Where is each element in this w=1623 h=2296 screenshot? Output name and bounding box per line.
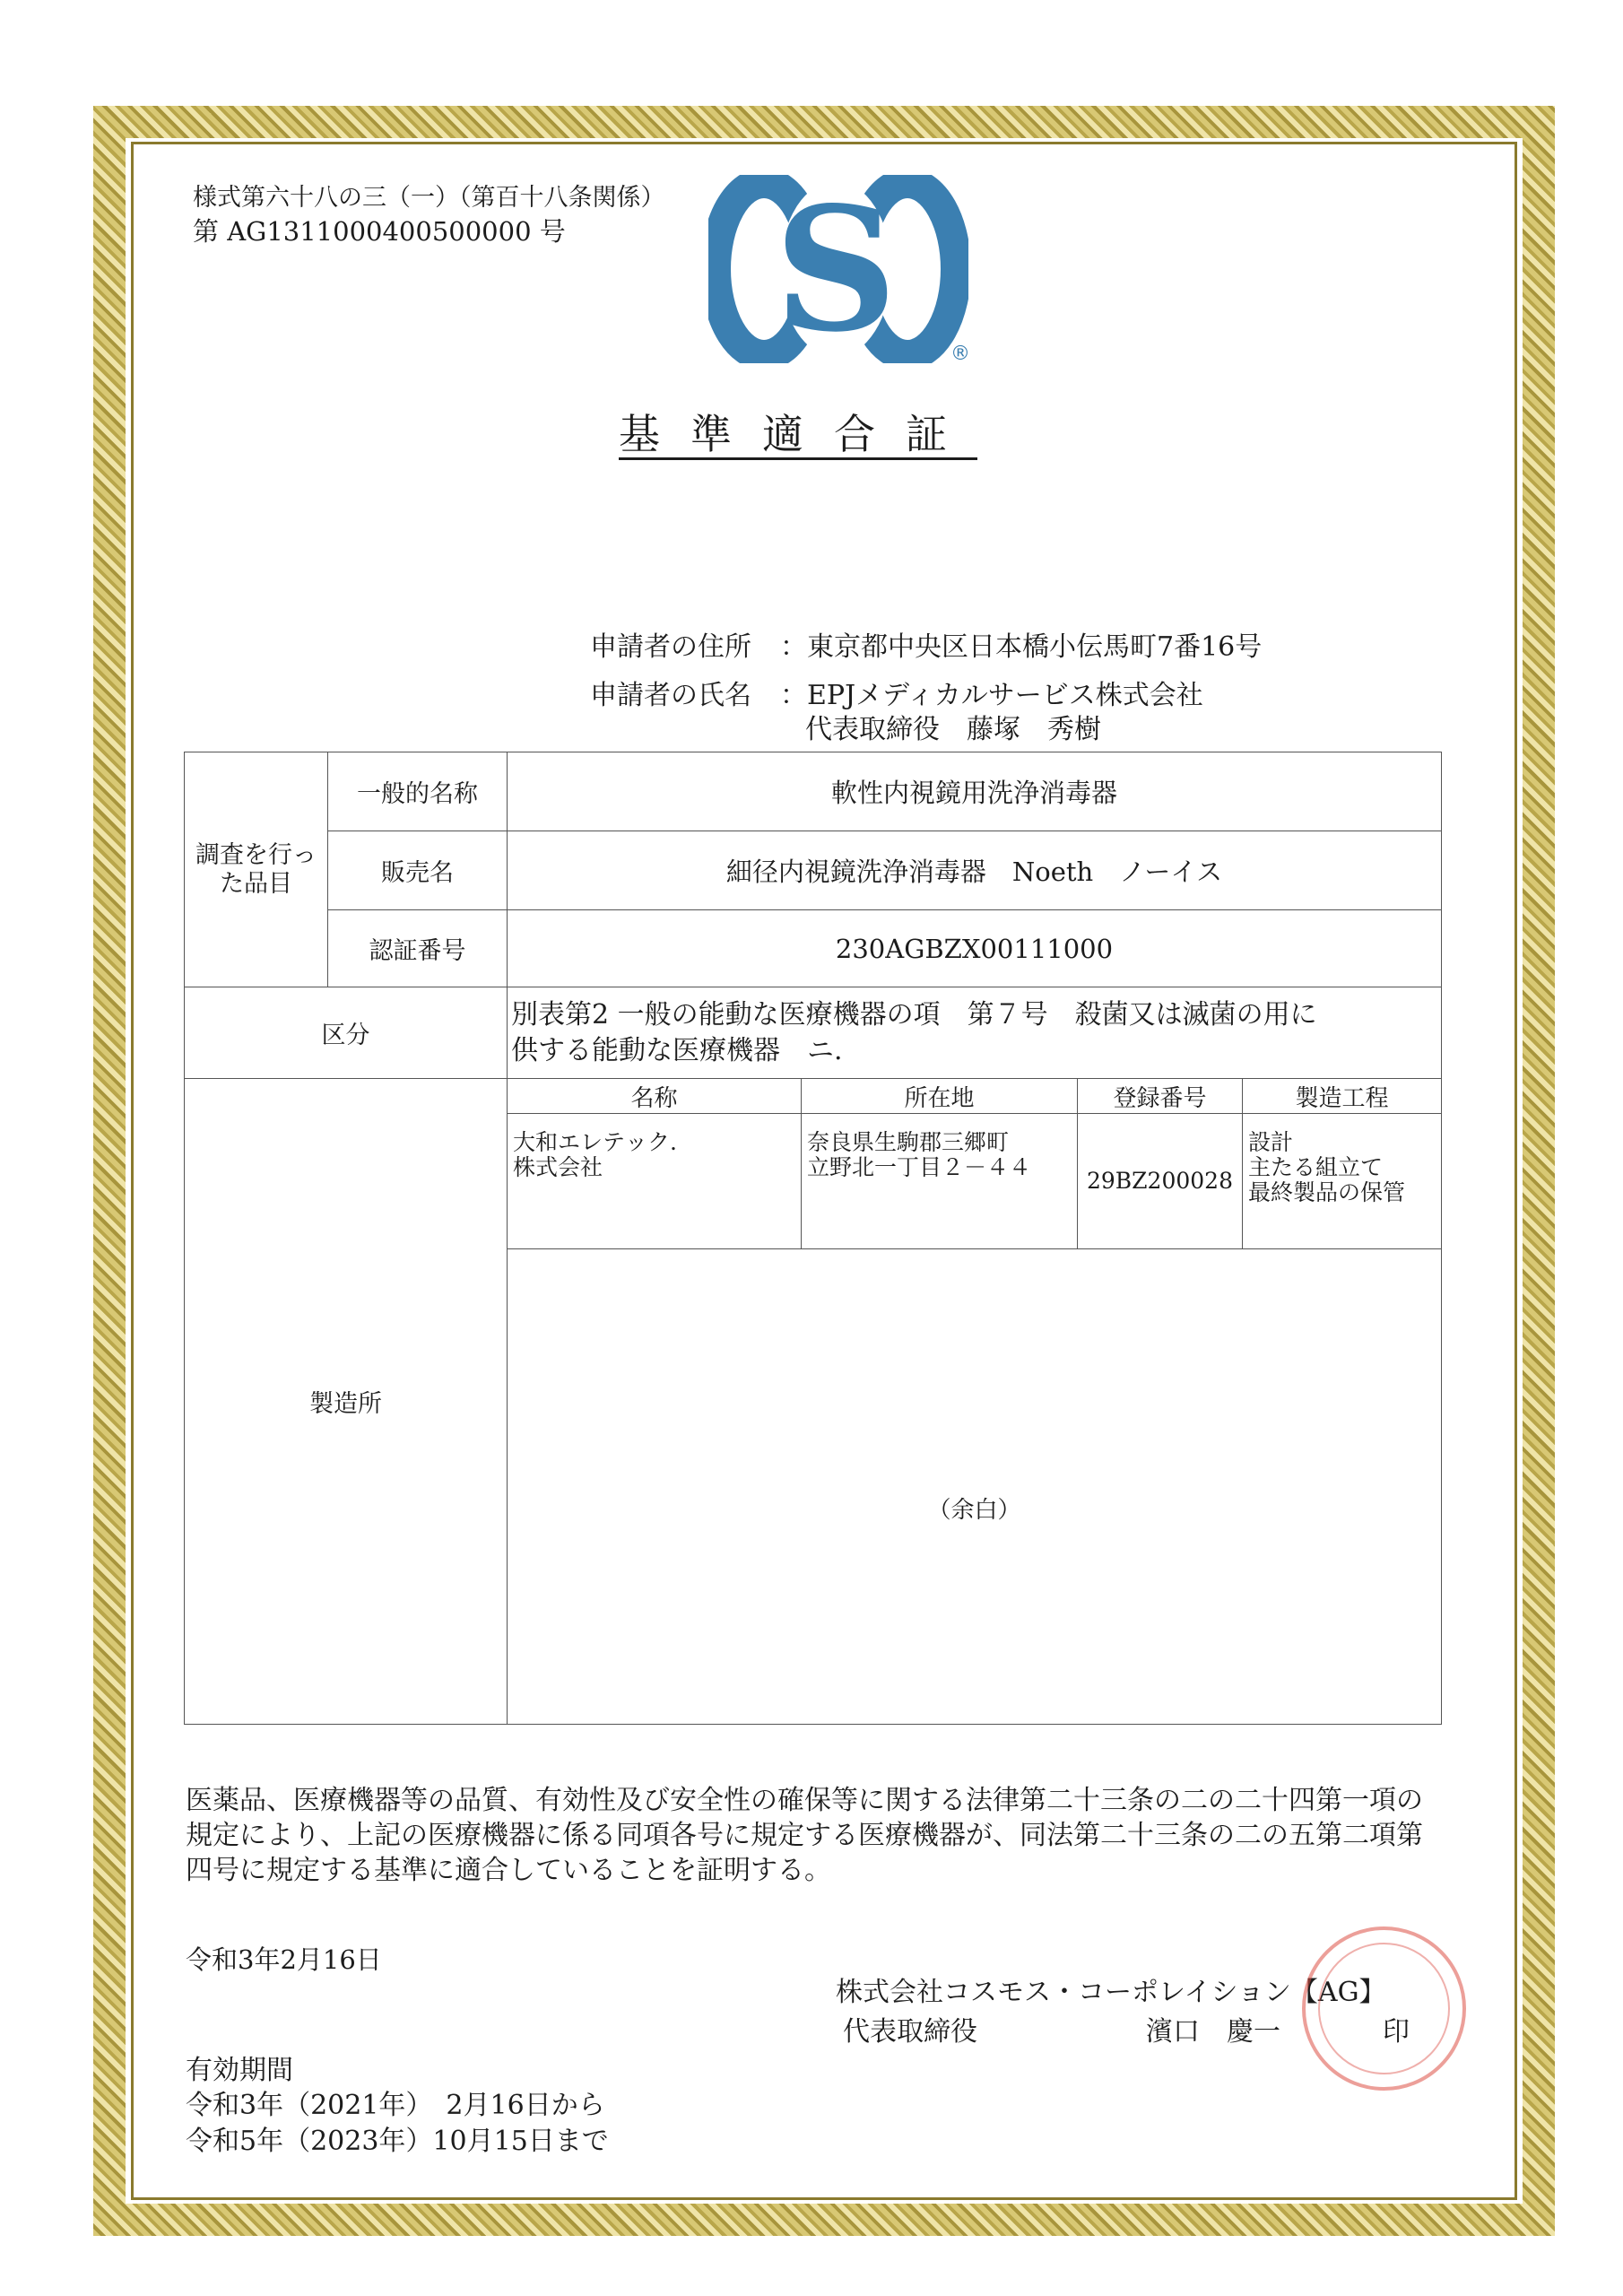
category-line-2: 供する能動な医療機器 ニ. [511, 1034, 843, 1066]
form-label: 様式第六十八の三（一）（第百十八条関係） [193, 184, 665, 212]
mfr-header-process: 製造工程 [1243, 1079, 1442, 1114]
sales-name-value: 細径内視鏡洗浄消毒器 Noeth ノーイス [508, 831, 1442, 910]
certificate-table [184, 752, 1442, 1725]
mfr-process: 設計 主たる組立て 最終製品の保管 [1243, 1114, 1442, 1249]
cosmos-s-logo [708, 175, 968, 363]
certification-statement: 医薬品、医療機器等の品質、有効性及び安全性の確保等に関する法律第二十三条の二の二十四第一項の規定により、上記の医療機器に係る同項各号に規定する医療機器が、同法第二十三条の二の五第二項第四号に規定する基準に適合していることを証明する。 [186, 1785, 1423, 1886]
document-title: 基準適合証 [619, 410, 977, 458]
category-line-1: 別表第2 一般の能動な医療機器の項 第７号 殺菌又は滅菌の用に [511, 998, 1317, 1031]
category-label: 区分 [185, 987, 508, 1079]
approval-number-value: 230AGBZX00111000 [508, 910, 1442, 987]
factory-cell [508, 1079, 1442, 1725]
validity-to: 令和5年（2023年）10月15日まで [186, 2126, 609, 2157]
survey-item-label: 調査を行った品目 [185, 752, 328, 987]
svg-text:®: ® [950, 343, 968, 363]
issuer-company: 株式会社コスモス・コーポレイション【AG】 [836, 1977, 1386, 2008]
factory-label: 製造所 [185, 1079, 508, 1725]
general-name-label: 一般的名称 [328, 752, 508, 831]
mfr-header-reg-no: 登録番号 [1078, 1079, 1243, 1114]
certificate-number: 第 AG1311000400500000 号 [193, 216, 566, 247]
applicant-name-label: 申請者の氏名 [590, 680, 751, 711]
seal-mark: 印 [1383, 2016, 1410, 2048]
mfr-address: 奈良県生駒郡三郷町 立野北一丁目２－４４ [802, 1114, 1078, 1249]
mfr-name: 大和エレテック. 株式会社 [508, 1114, 802, 1249]
validity-from: 令和3年（2021年） 2月16日から [186, 2090, 605, 2121]
applicant-address-value: ：東京都中央区日本橋小伝馬町7番16号 [780, 631, 1263, 663]
svg-text:S: S [774, 175, 898, 363]
applicant-address-label: 申請者の住所 [590, 631, 751, 663]
sales-name-label: 販売名 [328, 831, 508, 910]
mfr-reg-no: 29BZ200028 [1078, 1114, 1243, 1249]
category-value [508, 987, 1442, 1079]
blank-note: （余白） [927, 1497, 1021, 1524]
issuer-name: 濱口 慶一 [1146, 2016, 1280, 2048]
mfr-header-name: 名称 [508, 1079, 802, 1114]
validity-label: 有効期間 [186, 2055, 293, 2086]
applicant-representative: 代表取締役 藤塚 秀樹 [805, 714, 1101, 745]
approval-number-label: 認証番号 [328, 910, 508, 987]
general-name-value: 軟性内視鏡用洗浄消毒器 [508, 752, 1442, 831]
applicant-name-value: ：EPJメディカルサービス株式会社 [780, 680, 1203, 711]
manufacturer-table [507, 1078, 1442, 1249]
mfr-header-address: 所在地 [802, 1079, 1078, 1114]
issue-date: 令和3年2月16日 [186, 1944, 382, 1975]
issuer-title: 代表取締役 [843, 2016, 977, 2048]
